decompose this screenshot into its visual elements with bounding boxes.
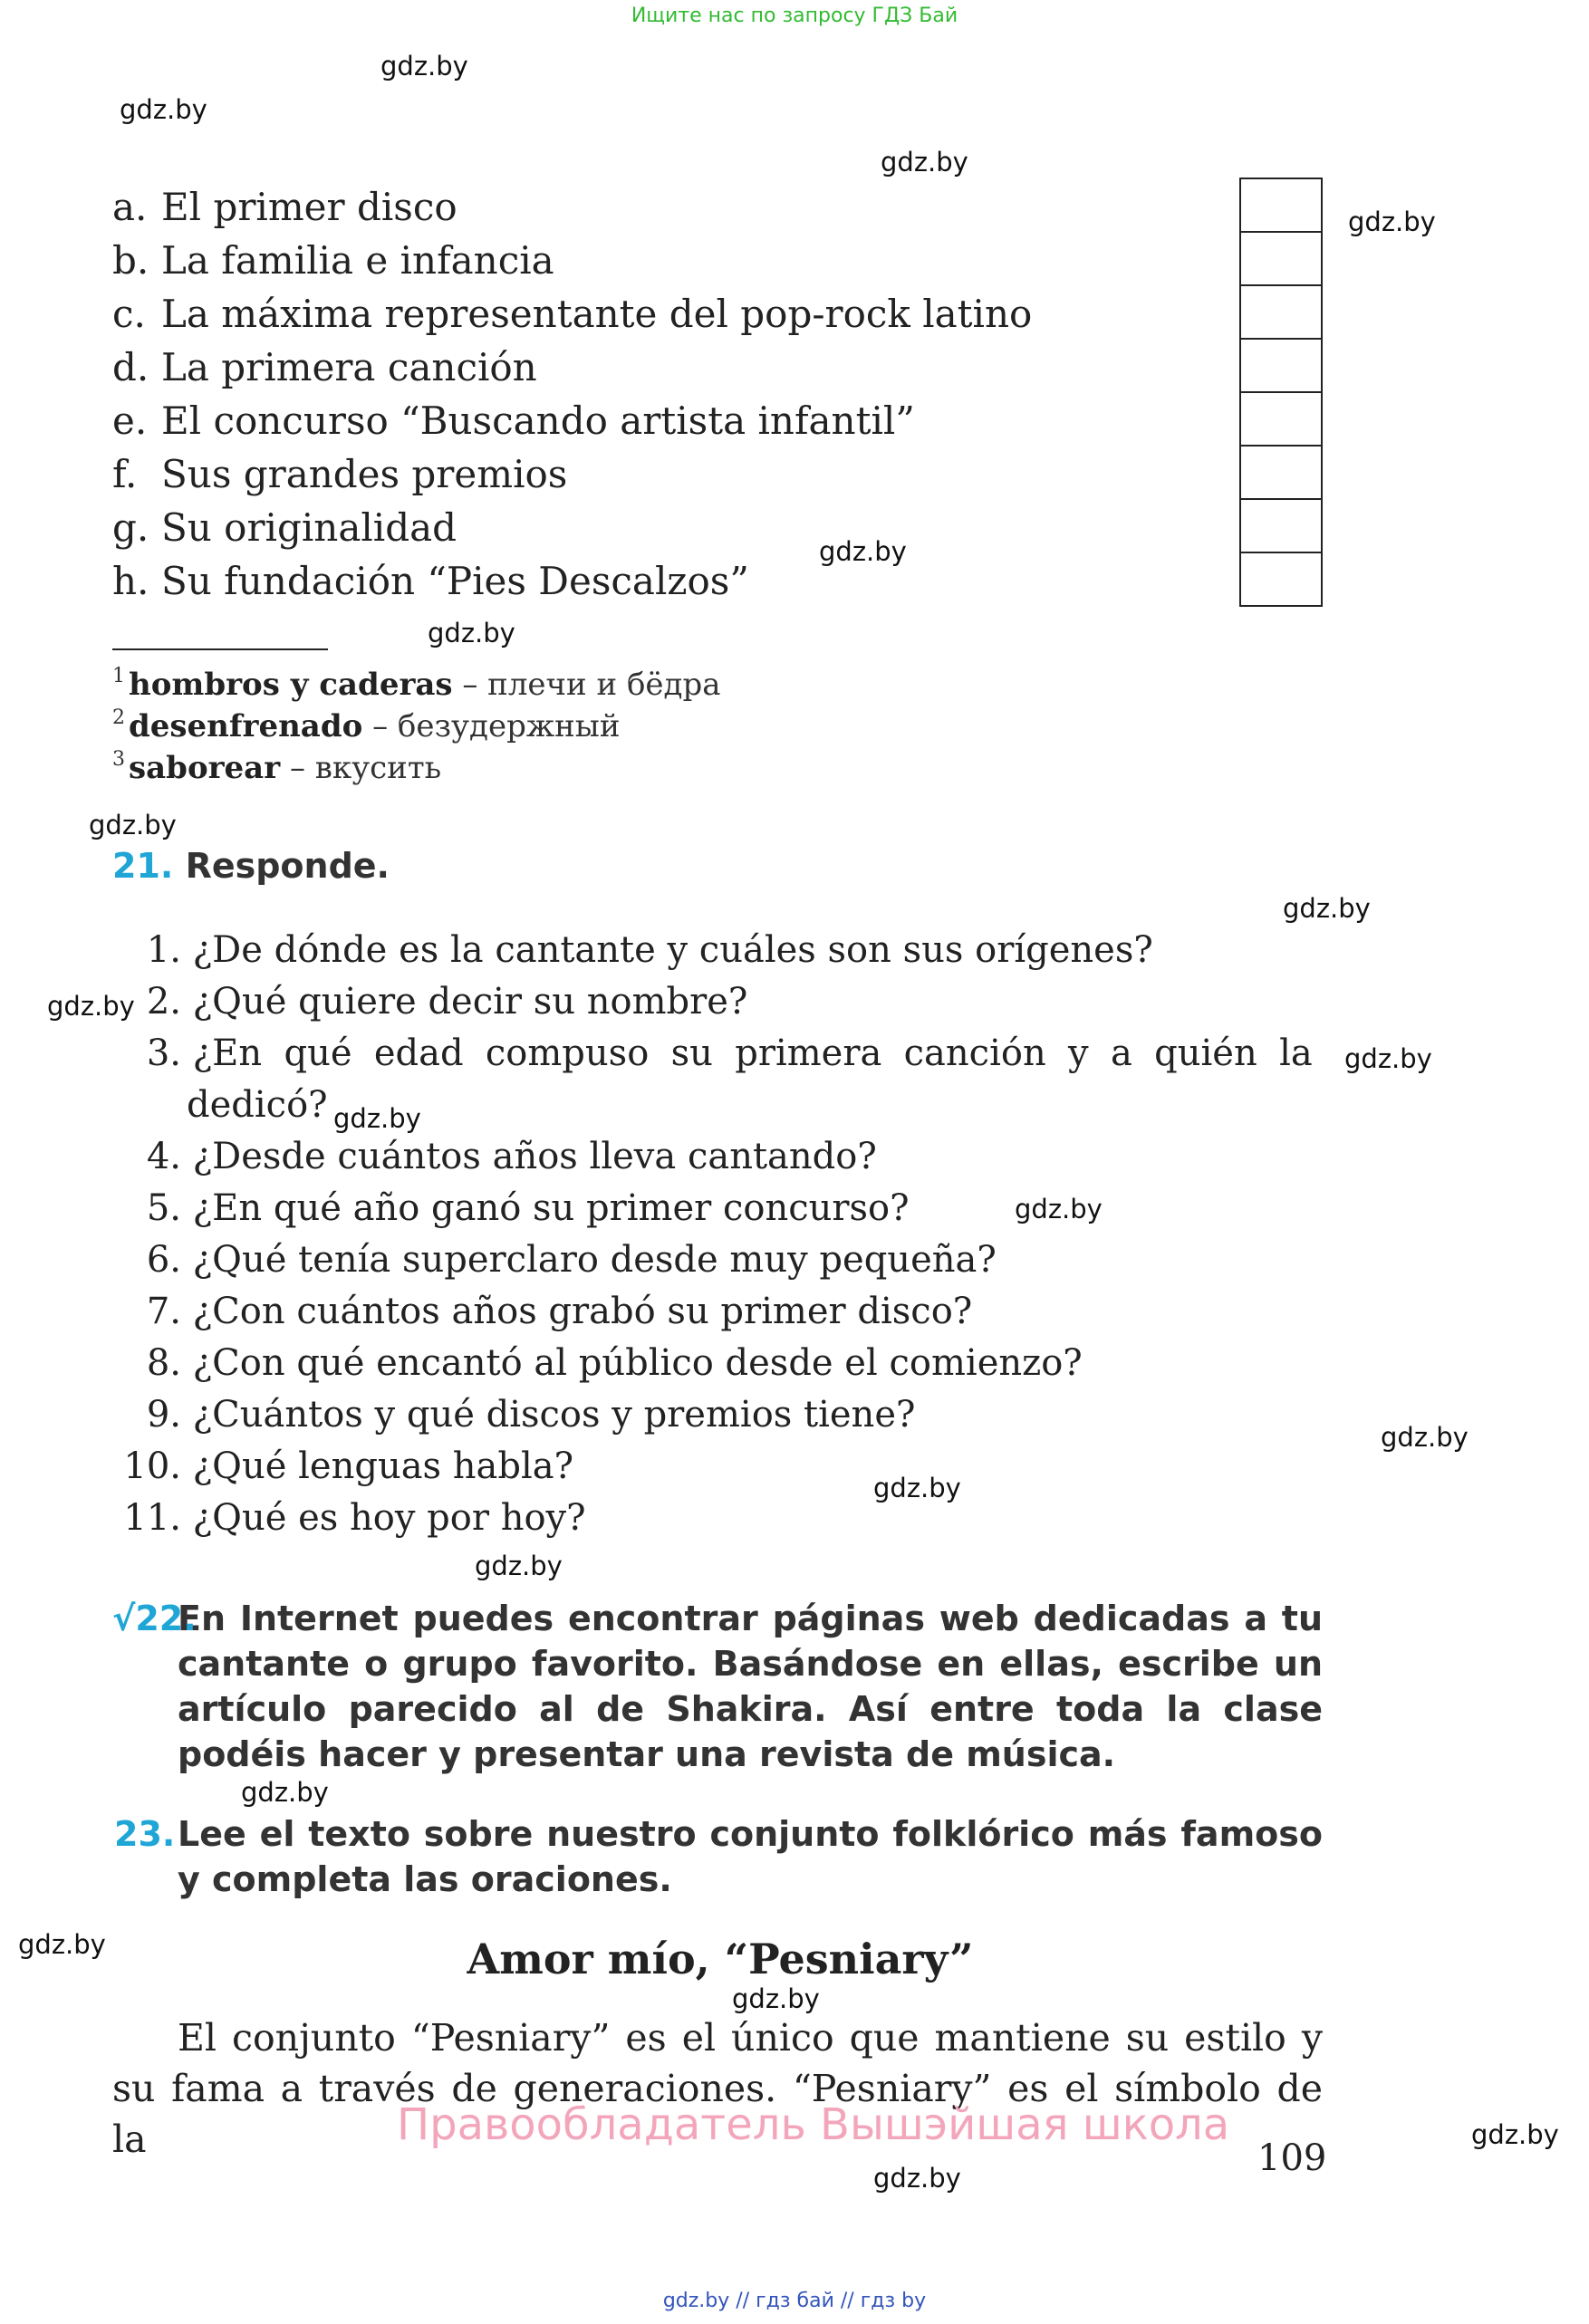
exercise-22-text: En Internet puedes encontrar páginas web dedicadas a tu cantante o grupo favorito. Basándose en ellas, escribe un artículo parecido al de Shakira. Así entre toda la clase podéis hacer y presentar una revista de música.	[178, 1599, 1323, 1774]
exercise-21-heading: 21. Responde.	[112, 846, 390, 886]
article-title: Amor mío, “Pesniary”	[467, 1935, 974, 1983]
watermark: gdz.by	[1015, 1194, 1103, 1224]
footnote: $^1$ hombros y caderas – плечи и бёдра	[112, 665, 721, 703]
watermark: gdz.by	[89, 810, 177, 840]
watermark: gdz.by	[1344, 1043, 1432, 1074]
answer-box[interactable]	[1241, 500, 1321, 553]
answer-box-column	[1239, 178, 1323, 607]
exercise-22-number: √22.	[112, 1599, 197, 1638]
watermark: gdz.by	[819, 536, 907, 567]
list-item: a. El primer disco	[112, 185, 457, 229]
footnote: $^3$ saborear – вкусить	[112, 748, 442, 786]
watermark: gdz.by	[380, 51, 468, 82]
watermark: gdz.by	[120, 94, 207, 125]
question-item: 4. ¿Desde cuántos años lleva cantando?	[146, 1136, 877, 1177]
list-item: d. La primera canción	[112, 345, 537, 389]
question-item: 10. ¿Qué lenguas habla?	[123, 1445, 574, 1487]
watermark: gdz.by	[1381, 1422, 1469, 1453]
top-banner[interactable]: Ищите нас по запросу ГДЗ Бай	[631, 5, 958, 27]
watermark: gdz.by	[881, 147, 968, 178]
watermark: gdz.by	[1348, 206, 1436, 237]
rights-notice: Правообладатель Вышэйшая школа	[397, 2099, 1230, 2150]
footnote-divider	[112, 648, 328, 650]
watermark: gdz.by	[873, 2163, 961, 2194]
footer-links[interactable]: gdz.by // гдз бай // гдз by	[662, 2290, 927, 2312]
question-item: 3. ¿En qué edad compuso su primera canción y a quién la	[146, 1032, 1313, 1074]
article-text: El conjunto “Pesniary” es el único que mantiene su estilo y su fama a través de generaciones. “Pesniary” es el símbolo de la	[112, 2016, 1323, 2161]
list-item: f. Sus grandes premios	[112, 452, 568, 496]
question-continuation: dedicó?	[187, 1084, 328, 1126]
answer-box[interactable]	[1241, 233, 1321, 286]
question-item: 5. ¿En qué año ganó su primer concurso?	[146, 1187, 910, 1229]
watermark: gdz.by	[333, 1103, 421, 1134]
watermark: gdz.by	[241, 1777, 329, 1808]
watermark: gdz.by	[732, 1983, 820, 2014]
watermark: gdz.by	[873, 1473, 961, 1503]
answer-box[interactable]	[1241, 340, 1321, 393]
exercise-23-number: 23.	[114, 1814, 176, 1854]
footnote: $^2$ desenfrenado – безудержный	[112, 706, 621, 744]
question-item: 9. ¿Cuántos y qué discos y premios tiene?	[146, 1394, 916, 1436]
watermark: gdz.by	[18, 1929, 106, 1960]
exercise-23	[114, 1811, 1323, 1902]
list-item: h. Su fundación “Pies Descalzos”	[112, 559, 749, 603]
watermark: gdz.by	[1283, 893, 1371, 924]
watermark: gdz.by	[428, 618, 515, 648]
watermark: gdz.by	[47, 991, 135, 1022]
watermark: gdz.by	[1471, 2119, 1559, 2150]
list-item: b. La familia e infancia	[112, 238, 554, 283]
answer-box[interactable]	[1241, 286, 1321, 340]
question-item: 11. ¿Qué es hoy por hoy?	[123, 1497, 586, 1539]
answer-box[interactable]	[1241, 393, 1321, 447]
question-item: 8. ¿Con qué encantó al público desde el comienzo?	[146, 1342, 1083, 1384]
answer-box[interactable]	[1241, 447, 1321, 500]
list-item: c. La máxima representante del pop-rock latino	[112, 292, 1033, 336]
list-item: e. El concurso “Buscando artista infantil”	[112, 399, 915, 443]
answer-box[interactable]	[1241, 179, 1321, 233]
watermark: gdz.by	[475, 1551, 563, 1581]
page-number: 109	[1257, 2137, 1327, 2179]
question-item: 2. ¿Qué quiere decir su nombre?	[146, 981, 748, 1023]
exercise-22	[112, 1596, 1323, 1777]
question-item: 1. ¿De dónde es la cantante y cuáles son sus orígenes?	[146, 929, 1153, 971]
answer-box[interactable]	[1241, 553, 1321, 605]
exercise-23-text: Lee el texto sobre nuestro conjunto folklórico más famoso y completa las oraciones.	[178, 1814, 1323, 1899]
list-item: g. Su originalidad	[112, 505, 457, 550]
question-item: 7. ¿Con cuántos años grabó su primer disco?	[146, 1291, 973, 1332]
question-item: 6. ¿Qué tenía superclaro desde muy pequeña?	[146, 1239, 997, 1281]
